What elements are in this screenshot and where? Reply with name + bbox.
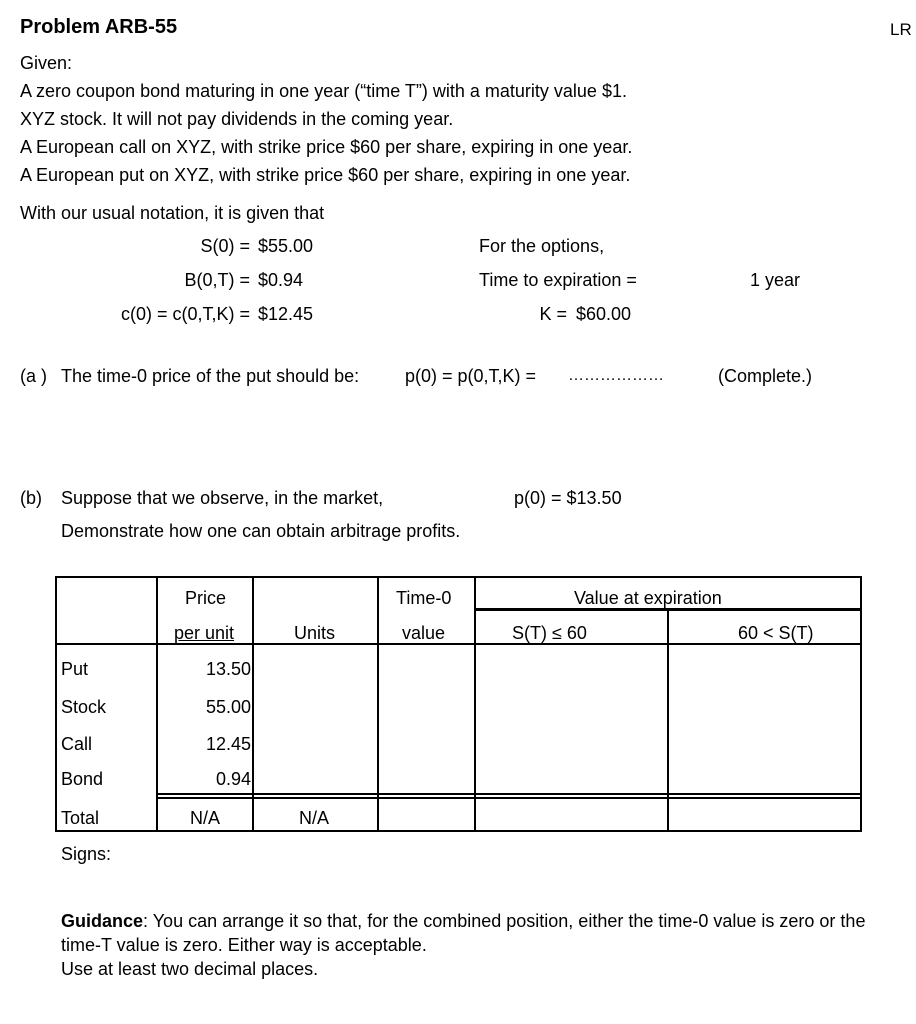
given-line: A zero coupon bond maturing in one year (“time T”) with a maturity value $1. xyxy=(20,81,627,101)
given-line: A European put on XYZ, with strike price $60 per share, expiring in one year. xyxy=(20,165,631,185)
observed-put-price: p(0) = $13.50 xyxy=(514,488,622,508)
notation-text: With our usual notation, it is given that xyxy=(20,203,325,223)
row-label-call: Call xyxy=(61,734,93,754)
part-b-instruction: Demonstrate how one can obtain arbitrage profits. xyxy=(61,521,461,541)
header-time0: Time-0 xyxy=(396,588,452,608)
total-units: N/A xyxy=(299,808,330,828)
given-label: Given: xyxy=(20,53,73,73)
header-units: Units xyxy=(294,623,336,643)
s0-label: S(0) = xyxy=(200,236,250,256)
header-st-low: S(T) ≤ 60 xyxy=(512,623,587,643)
part-b-question: Suppose that we observe, in the market, xyxy=(61,488,384,508)
table-border xyxy=(55,576,862,578)
row-price-call: 12.45 xyxy=(205,734,251,754)
table-border xyxy=(55,830,862,832)
call-price-value: $12.45 xyxy=(258,304,314,324)
signs-label: Signs: xyxy=(61,844,112,864)
guidance-line2: Use at least two decimal places. xyxy=(61,959,319,979)
call-price-label: c(0) = c(0,T,K) = xyxy=(120,304,250,324)
column-divider xyxy=(474,576,476,832)
strike-value: $60.00 xyxy=(576,304,632,324)
page-title: Problem ARB-55 xyxy=(20,16,178,38)
column-divider xyxy=(667,611,669,832)
options-label: For the options, xyxy=(479,236,605,256)
header-per-unit: per unit xyxy=(174,623,235,643)
given-line: A European call on XYZ, with strike price $60 per share, expiring in one year. xyxy=(20,137,633,157)
guidance-note xyxy=(61,909,881,981)
row-label-bond: Bond xyxy=(61,769,104,789)
total-divider xyxy=(157,797,862,799)
complete-note: (Complete.) xyxy=(718,366,813,386)
time-to-expiration-value: 1 year xyxy=(750,270,801,290)
total-divider xyxy=(157,793,862,795)
arbitrage-table xyxy=(55,576,863,834)
part-a-question: The time-0 price of the put should be: xyxy=(61,366,360,386)
part-b-prefix: (b) xyxy=(20,488,42,508)
strike-label: K = xyxy=(539,304,567,324)
bond-price-label: B(0,T) = xyxy=(184,270,250,290)
table-border xyxy=(55,576,57,832)
total-price: N/A xyxy=(190,808,221,828)
time-to-expiration-label: Time to expiration = xyxy=(479,270,637,290)
guidance-label: Guidance xyxy=(61,911,144,931)
header-value-at-expiration: Value at expiration xyxy=(574,588,722,608)
row-label-total: Total xyxy=(61,808,100,828)
column-divider xyxy=(156,576,158,832)
guidance-text: : You can arrange it so that, for the combined position, either the time-0 value is zero or the time-T value is zero. Either way is acceptable. xyxy=(61,911,866,955)
header-price: Price xyxy=(185,588,227,608)
column-divider xyxy=(377,576,379,832)
put-price-answer-blank[interactable]: ……………… xyxy=(568,367,664,384)
part-a-prefix: (a ) xyxy=(20,366,47,386)
row-price-stock: 55.00 xyxy=(205,697,251,717)
header-time0-value: value xyxy=(402,623,446,643)
column-divider xyxy=(252,576,254,832)
given-line: XYZ stock. It will not pay dividends in the coming year. xyxy=(20,109,454,129)
s0-value: $55.00 xyxy=(258,236,314,256)
row-price-put: 13.50 xyxy=(205,659,251,679)
row-label-stock: Stock xyxy=(61,697,107,717)
corner-label: LR xyxy=(890,20,912,39)
row-price-bond: 0.94 xyxy=(215,769,251,789)
row-label-put: Put xyxy=(61,659,89,679)
bond-price-value: $0.94 xyxy=(258,270,304,290)
header-st-high: 60 < S(T) xyxy=(738,623,814,643)
put-price-formula: p(0) = p(0,T,K) = xyxy=(405,366,537,386)
